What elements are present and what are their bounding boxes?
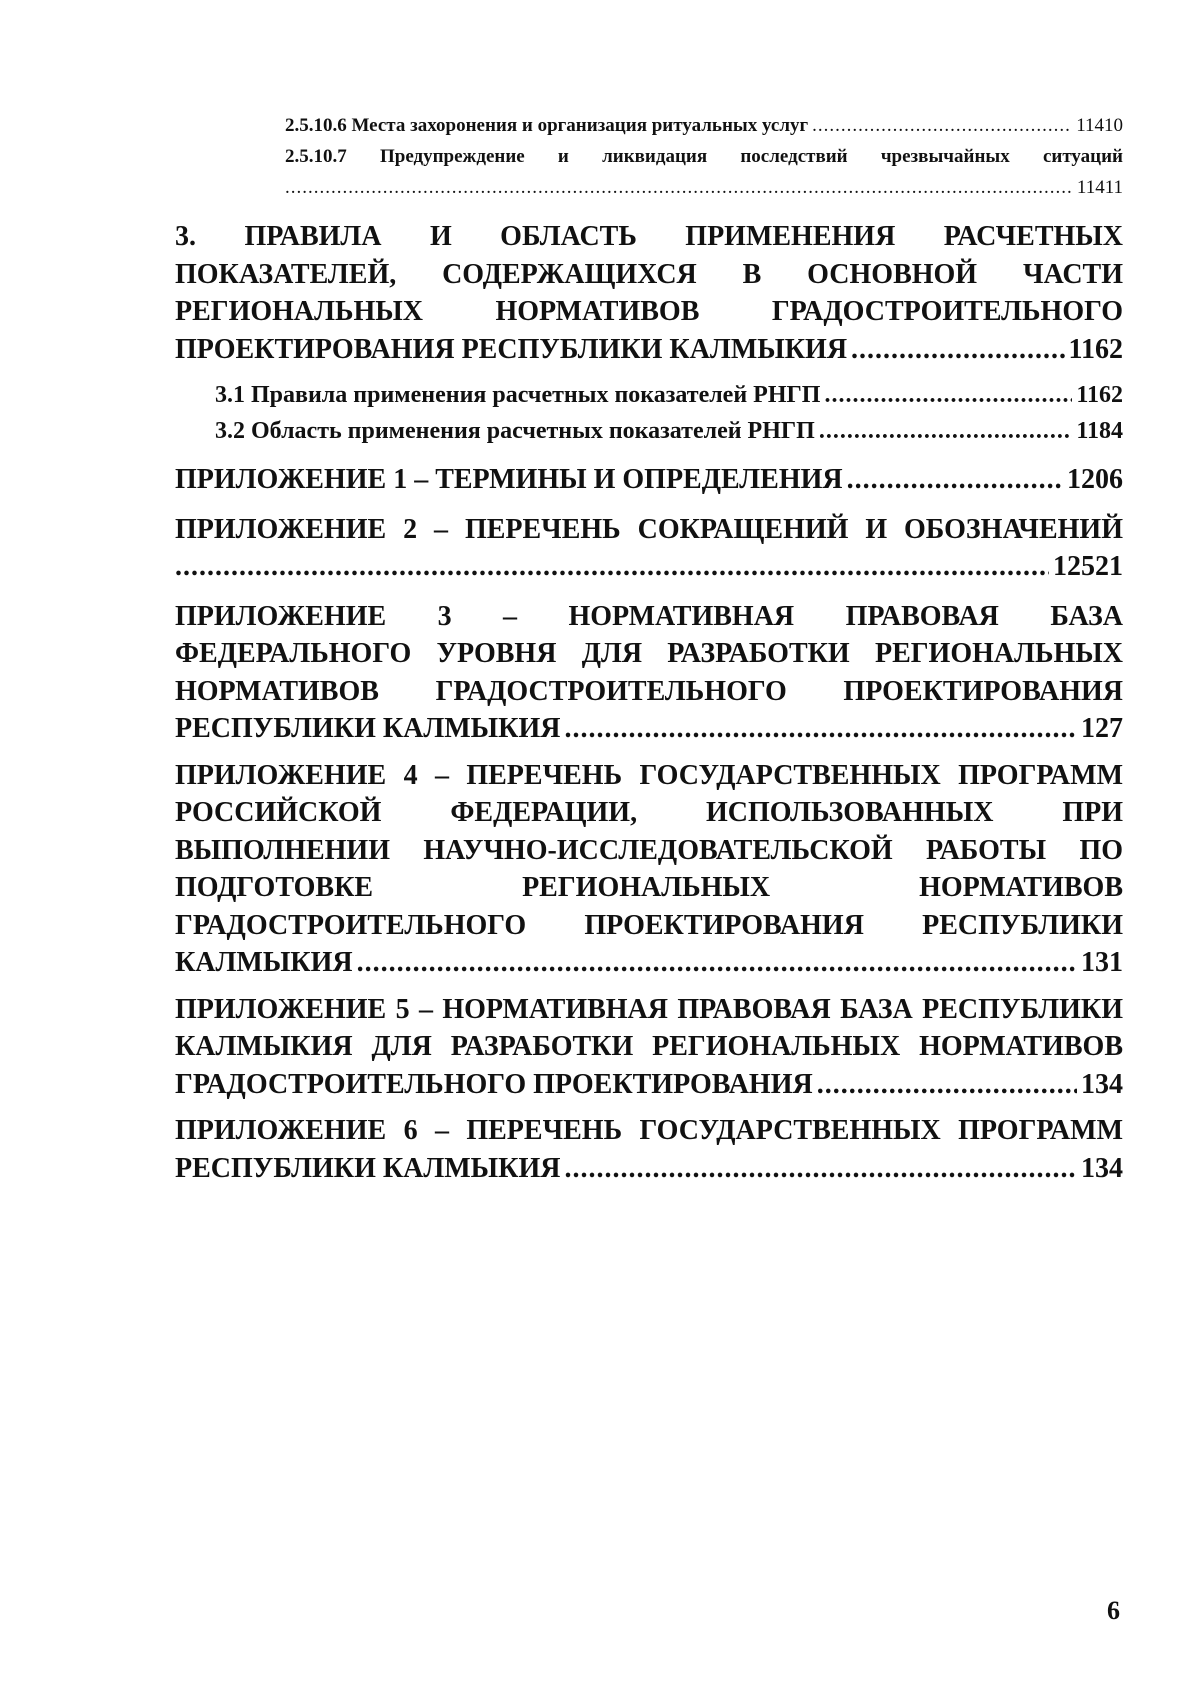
toc-line (175, 635, 1123, 673)
toc-entry-3-1[interactable] (215, 377, 1123, 413)
toc-entry-title: ПРОЕКТИРОВАНИЯ РЕСПУБЛИКИ КАЛМЫКИЯ (175, 333, 848, 365)
toc-line (175, 1150, 1123, 1188)
toc-entry-title: 3.2 Область применения расчетных показателей РНГП (215, 418, 815, 444)
toc-page-number: 127 (1081, 713, 1123, 744)
toc-page-number: 134 (1081, 1152, 1123, 1184)
toc-line-text: ВЫПОЛНЕНИИ НАУЧНО-ИССЛЕДОВАТЕЛЬСКОЙ РАБОТЫ ПО (175, 834, 1123, 866)
toc-line (285, 172, 1123, 203)
toc-line (175, 256, 1123, 294)
toc-entry-section-3[interactable] (175, 218, 1123, 368)
toc-entry-title: ПРИЛОЖЕНИЕ 1 – ТЕРМИНЫ И ОПРЕДЕЛЕНИЯ (175, 464, 843, 495)
dot-leader (175, 548, 1049, 586)
toc-line (175, 598, 1123, 636)
table-of-contents (175, 110, 1123, 1187)
toc-line-text: КАЛМЫКИЯ ДЛЯ РАЗРАБОТКИ РЕГИОНАЛЬНЫХ НОРМАТИВОВ (175, 1031, 1123, 1062)
dot-leader (847, 461, 1063, 499)
toc-entry-title: РЕСПУБЛИКИ КАЛМЫКИЯ (175, 1152, 561, 1184)
toc-line (175, 293, 1123, 331)
toc-line (175, 710, 1123, 748)
dot-leader (819, 413, 1072, 449)
toc-line-text: ПРИЛОЖЕНИЕ 4 – ПЕРЕЧЕНЬ ГОСУДАРСТВЕННЫХ ПРОГРАММ (175, 759, 1123, 791)
toc-line (175, 218, 1123, 256)
toc-entry-2-5-10-7[interactable] (285, 141, 1123, 203)
toc-entry-3-2[interactable] (215, 413, 1123, 449)
toc-entry-title: 2.5.10.6 Места захоронения и организация ритуальных услуг (285, 115, 809, 136)
toc-entry-title: 3.1 Правила применения расчетных показателей РНГП (215, 382, 821, 408)
toc-page-number: 12521 (1053, 551, 1123, 582)
toc-line (175, 794, 1123, 832)
toc-line-text: 3. ПРАВИЛА И ОБЛАСТЬ ПРИМЕНЕНИЯ РАСЧЕТНЫХ (175, 221, 1123, 252)
toc-page-number: 1162 (1068, 333, 1123, 365)
dot-leader (812, 110, 1072, 141)
toc-line-text: 2.5.10.7 Предупреждение и ликвидация последствий чрезвычайных ситуаций (285, 146, 1123, 167)
dot-leader (357, 944, 1077, 982)
toc-entry-appendix-5[interactable] (175, 991, 1123, 1104)
toc-line (175, 944, 1123, 982)
toc-line-text: РЕГИОНАЛЬНЫХ НОРМАТИВОВ ГРАДОСТРОИТЕЛЬНОГО (175, 296, 1123, 327)
toc-line-text: ПОДГОТОВКЕ РЕГИОНАЛЬНЫХ НОРМАТИВОВ (175, 872, 1123, 903)
toc-line-text: НОРМАТИВОВ ГРАДОСТРОИТЕЛЬНОГО ПРОЕКТИРОВАНИЯ (175, 675, 1123, 707)
toc-page-number: 1206 (1067, 464, 1123, 495)
dot-leader (824, 377, 1072, 413)
toc-page-number: 1184 (1076, 418, 1123, 444)
toc-entry-2-5-10-6[interactable] (285, 110, 1123, 141)
toc-line (175, 757, 1123, 795)
toc-line-text: ПРИЛОЖЕНИЕ 5 – НОРМАТИВНАЯ ПРАВОВАЯ БАЗА РЕСПУБЛИКИ (175, 993, 1123, 1025)
toc-entry-title: ГРАДОСТРОИТЕЛЬНОГО ПРОЕКТИРОВАНИЯ (175, 1068, 813, 1100)
toc-line (215, 377, 1123, 413)
toc-entry-title: КАЛМЫКИЯ (175, 947, 353, 978)
dot-leader (564, 710, 1077, 748)
dot-leader (285, 172, 1073, 203)
dot-leader (851, 331, 1064, 369)
toc-line (175, 1028, 1123, 1066)
toc-entry-appendix-4[interactable] (175, 757, 1123, 982)
toc-page-number: 131 (1081, 947, 1123, 978)
toc-line-text: ФЕДЕРАЛЬНОГО УРОВНЯ ДЛЯ РАЗРАБОТКИ РЕГИОНАЛЬНЫХ (175, 638, 1123, 669)
dot-leader (564, 1150, 1077, 1188)
toc-line-text: РОССИЙСКОЙ ФЕДЕРАЦИИ, ИСПОЛЬЗОВАННЫХ ПРИ (175, 797, 1123, 828)
toc-entry-appendix-2[interactable] (175, 511, 1123, 586)
toc-line (175, 907, 1123, 945)
toc-line-text: ПРИЛОЖЕНИЕ 2 – ПЕРЕЧЕНЬ СОКРАЩЕНИЙ И ОБОЗНАЧЕНИЙ (175, 513, 1123, 545)
toc-entry-appendix-3[interactable] (175, 598, 1123, 748)
toc-line-text: ПРИЛОЖЕНИЕ 6 – ПЕРЕЧЕНЬ ГОСУДАРСТВЕННЫХ ПРОГРАММ (175, 1115, 1123, 1146)
toc-page-number: 11410 (1076, 115, 1123, 136)
page-number: 6 (1107, 1596, 1120, 1625)
toc-line-text: ПОКАЗАТЕЛЕЙ, СОДЕРЖАЩИХСЯ В ОСНОВНОЙ ЧАСТИ (175, 258, 1123, 290)
toc-page-number: 11411 (1076, 177, 1123, 198)
toc-line-text: ПРИЛОЖЕНИЕ 3 – НОРМАТИВНАЯ ПРАВОВАЯ БАЗА (175, 600, 1123, 632)
toc-line-text: ГРАДОСТРОИТЕЛЬНОГО ПРОЕКТИРОВАНИЯ РЕСПУБЛИКИ (175, 909, 1123, 941)
toc-line (175, 869, 1123, 907)
toc-line (285, 110, 1123, 141)
toc-line (175, 511, 1123, 549)
toc-entry-appendix-1[interactable] (175, 461, 1123, 499)
toc-line (175, 1066, 1123, 1104)
toc-line (175, 548, 1123, 586)
toc-line (175, 673, 1123, 711)
toc-line (285, 141, 1123, 172)
toc-entry-appendix-6[interactable] (175, 1112, 1123, 1187)
toc-page-number: 1162 (1076, 382, 1123, 408)
toc-line (175, 991, 1123, 1029)
toc-line (175, 832, 1123, 870)
toc-line (175, 331, 1123, 369)
toc-page-number: 134 (1081, 1068, 1123, 1100)
toc-entry-title: РЕСПУБЛИКИ КАЛМЫКИЯ (175, 713, 561, 744)
dot-leader (817, 1066, 1077, 1104)
toc-line (215, 413, 1123, 449)
toc-line (175, 461, 1123, 499)
toc-line (175, 1112, 1123, 1150)
